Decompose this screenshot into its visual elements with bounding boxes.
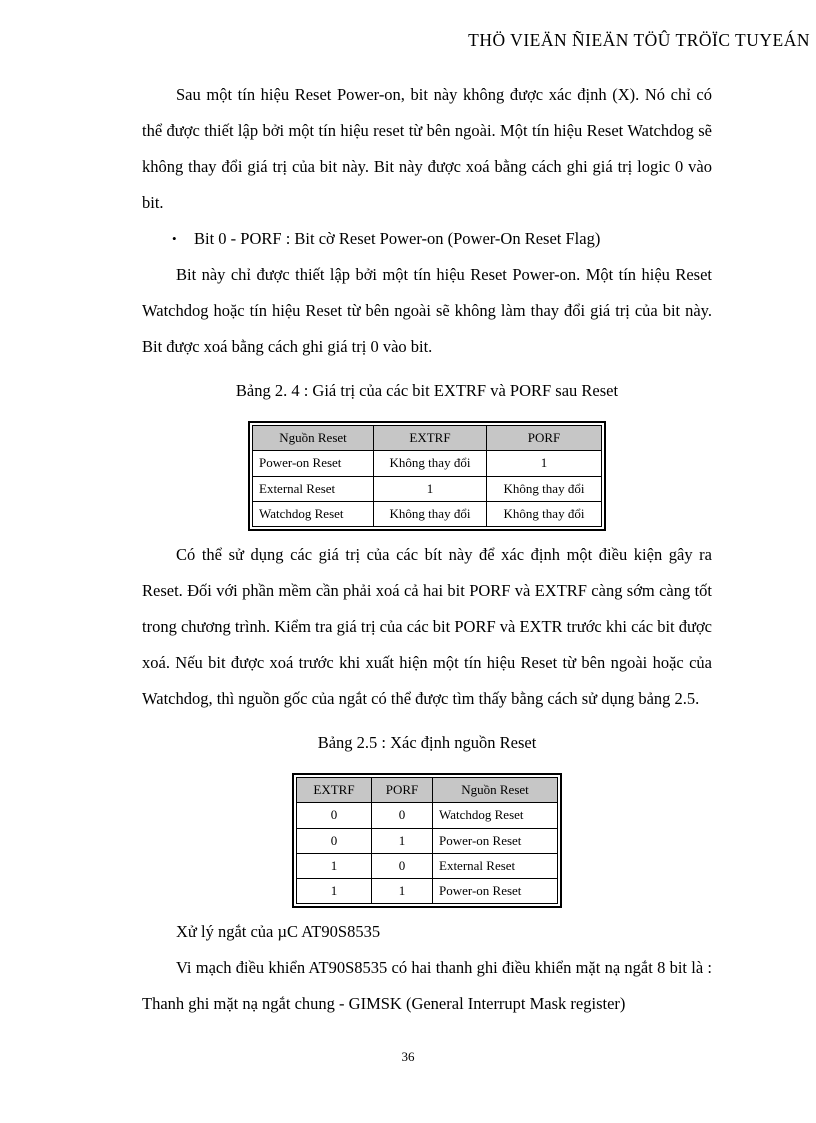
interrupt-heading: Xử lý ngắt của µC AT90S8535 <box>176 922 381 942</box>
table1-caption: Bảng 2. 4 : Giá trị của các bit EXTRF và PORF sau Reset <box>235 381 619 400</box>
bullet-text: Bit 0 - PORF : Bit cờ Reset Power-on (Power-On Reset Flag) <box>194 229 601 248</box>
table-row <box>253 501 602 526</box>
table-cell: Không thay đổi <box>487 501 602 526</box>
table-row <box>253 451 602 476</box>
table-reset-bit-values <box>252 425 602 527</box>
paragraph-3: Có thể sử dụng các giá trị của các bít này để xác định một điều kiện gây ra Reset. Đối với phần mềm cần phải xoá cả hai bit PORF và EXTRF càng sớm càng tốt trong chương trình. Kiểm tra giá trị của các bit PORF và EXTR trước khi các bit được xoá. Nếu bit được xoá trước khi xuất hiện một tín hiệu Reset từ bên ngoài hoặc của Watchdog, thì nguồn gốc của ngắt có thể được tìm thấy bằng cách sử dụng bảng 2.5. <box>142 545 712 708</box>
bullet-marker: • <box>172 231 177 246</box>
page-header <box>0 0 816 51</box>
bullet-item <box>142 221 712 257</box>
table-cell: 0 <box>297 803 372 828</box>
table1-frame <box>248 421 606 531</box>
table-cell: 1 <box>297 879 372 904</box>
table-header-cell: PORF <box>372 778 433 803</box>
table-cell: 1 <box>487 451 602 476</box>
table-header-row <box>297 778 558 803</box>
table2-caption: Bảng 2.5 : Xác định nguồn Reset <box>317 733 537 752</box>
table-cell: Watchdog Reset <box>253 501 374 526</box>
header-title: THÖ VIEÄN ÑIEÄN TÖÛ TRÖÏC TUYEÁN <box>468 30 810 50</box>
table-cell: Power-on Reset <box>433 879 558 904</box>
table-cell: External Reset <box>253 476 374 501</box>
table-cell: 1 <box>372 828 433 853</box>
table2-container <box>142 773 712 908</box>
table-cell: Không thay đổi <box>374 501 487 526</box>
table2-frame <box>292 773 562 908</box>
page-number: 36 <box>401 1049 415 1064</box>
table-row <box>253 476 602 501</box>
table-header-cell: Nguồn Reset <box>253 426 374 451</box>
page-footer <box>0 1049 816 1065</box>
table-row <box>297 803 558 828</box>
table-cell: Power-on Reset <box>433 828 558 853</box>
paragraph-2: Bit này chỉ được thiết lập bởi một tín hiệu Reset Power-on. Một tín hiệu Reset Watchdog hoặc tín hiệu Reset từ bên ngoài sẽ không làm thay đổi giá trị của bit này. Bit được xoá bằng cách ghi giá trị 0 vào bit. <box>142 265 712 356</box>
table-header-cell: Nguồn Reset <box>433 778 558 803</box>
paragraph-4: Vi mạch điều khiển AT90S8535 có hai thanh ghi điều khiển mặt nạ ngắt 8 bit là : Thanh ghi mặt nạ ngắt chung - GIMSK (General Interrupt Mask register) <box>142 958 712 1014</box>
table-cell: 0 <box>372 853 433 878</box>
table-cell: 1 <box>297 853 372 878</box>
table-cell: Watchdog Reset <box>433 803 558 828</box>
table-row <box>297 879 558 904</box>
page-body <box>142 77 712 1022</box>
table-cell: 0 <box>372 803 433 828</box>
table1-container <box>142 421 712 531</box>
table-cell: External Reset <box>433 853 558 878</box>
table-header-cell: PORF <box>487 426 602 451</box>
table-header-row <box>253 426 602 451</box>
table-cell: 1 <box>374 476 487 501</box>
table-cell: 0 <box>297 828 372 853</box>
table-header-cell: EXTRF <box>374 426 487 451</box>
table-row <box>297 828 558 853</box>
table-reset-source <box>296 777 558 904</box>
paragraph-1: Sau một tín hiệu Reset Power-on, bit này không được xác định (X). Nó chỉ có thể được thiết lập bởi một tín hiệu reset từ bên ngoài. Một tín hiệu Reset Watchdog sẽ không thay đổi giá trị của bit này. Bit này được xoá bằng cách ghi giá trị logic 0 vào bit. <box>142 85 712 212</box>
table-cell: 1 <box>372 879 433 904</box>
table-cell: Power-on Reset <box>253 451 374 476</box>
table-header-cell: EXTRF <box>297 778 372 803</box>
table-cell: Không thay đổi <box>374 451 487 476</box>
table-row <box>297 853 558 878</box>
table-cell: Không thay đổi <box>487 476 602 501</box>
